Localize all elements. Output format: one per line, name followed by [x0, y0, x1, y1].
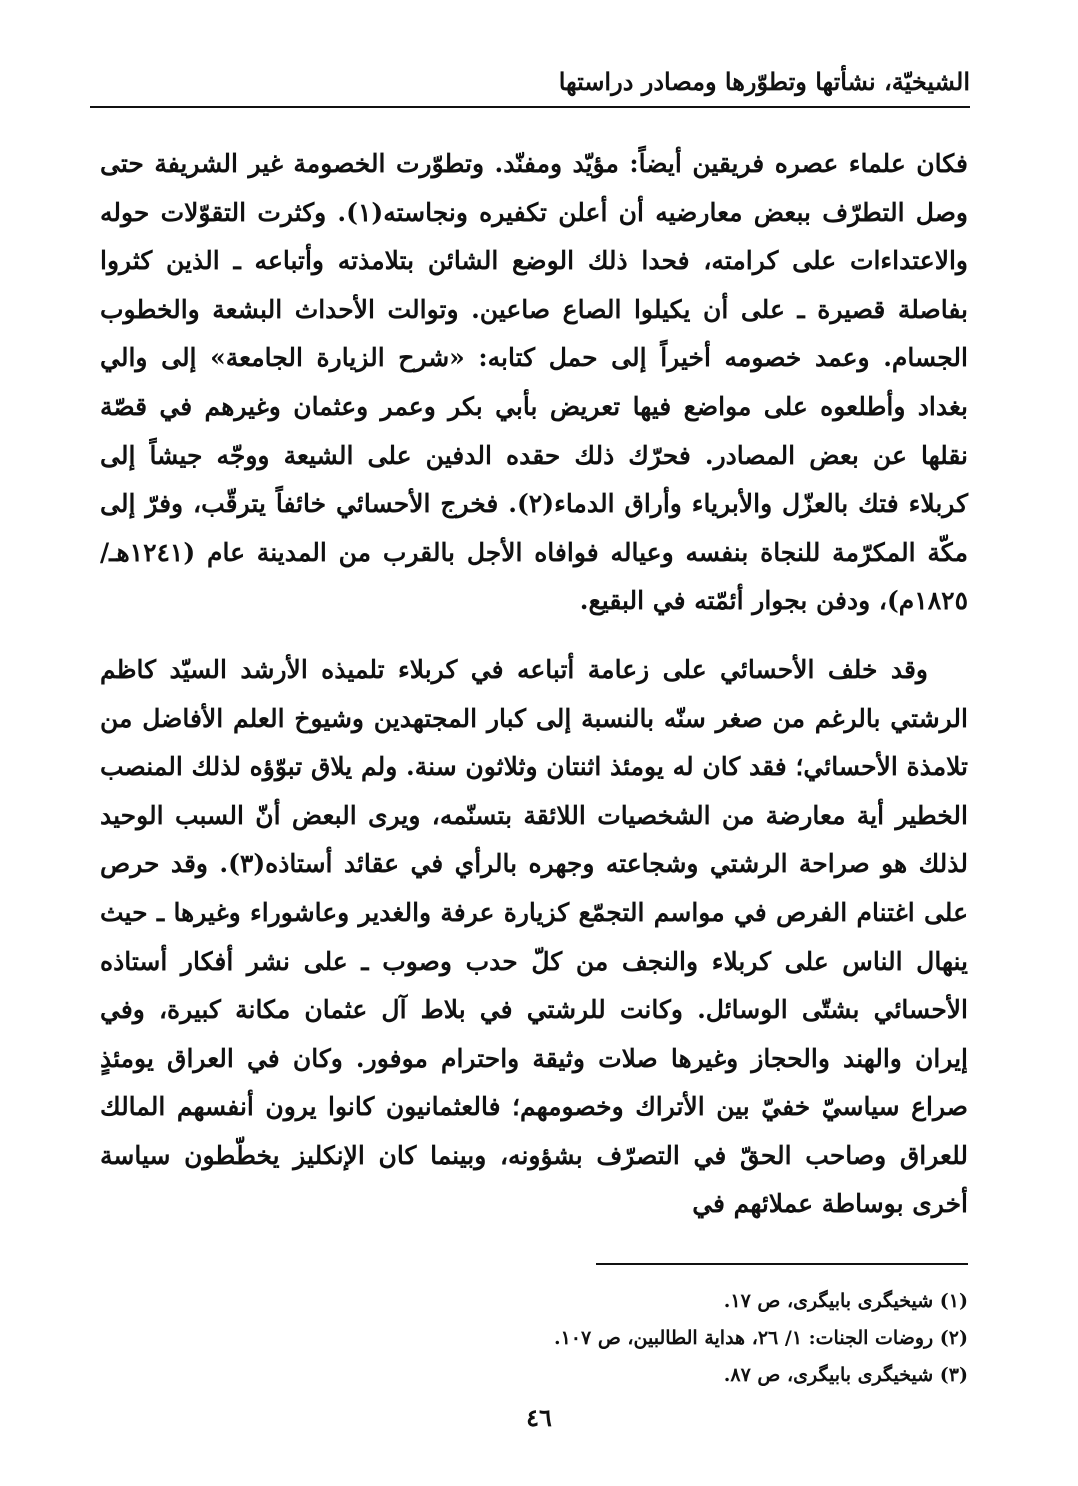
running-head-title: الشيخيّة، نشأتها وتطوّرها ومصادر دراستها — [558, 67, 970, 96]
footnote-3: (٣) شيخيگرى بابيگرى، ص ٨٧. — [723, 1364, 968, 1386]
paragraph-1: فكان علماء عصره فريقين أيضاً: مؤيّد ومفنّد. وتطوّرت الخصومة غير الشريفة حتى وصل التطرّف ببعض معارضيه أن أعلن تكفيره ونجاسته(١). وكثرت التقوّلات حوله والاعتداءات على كرامته، فحدا ذلك الوضع الشائن بتلامذته وأتباعه ـ الذين كثروا بفاصلة قصيرة ـ على أن يكيلوا الصاع صاعين. وتوالت الأحداث البشعة والخطوب الجسام. وعمد خصومه أخيراً إلى حمل كتابه: «شرح الزيارة الجامعة» إلى والي بغداد وأطلعوه على مواضع فيها تعريض بأبي بكر وعمر وعثمان وغيرهم في قصّة نقلها عن بعض المصادر. فحرّك ذلك حقده الدفين على الشيعة ووجّه جيشاً إلى كربلاء فتك بالعزّل والأبرياء وأراق الدماء(٢). فخرج الأحسائي خائفاً يترقّب، وفرّ إلى مكّة المكرّمة للنجاة بنفسه وعياله فوافاه الأجل بالقرب من المدينة عام (١٢٤١هـ/ ١٨٢٥م)، ودفن بجوار أئمّته في البقيع. — [100, 149, 969, 616]
main-text — [100, 140, 968, 1229]
footnote-separator — [596, 1263, 968, 1265]
footnote-2: (٢) روضات الجنات: ١/ ٢٦، هداية الطالبين، ص ١٠٧. — [553, 1327, 968, 1349]
paragraph-2: وقد خلف الأحسائي على زعامة أتباعه في كربلاء تلميذه الأرشد السيّد كاظم الرشتي بالرغم من صغر سنّه بالنسبة إلى كبار المجتهدين وشيوخ العلم الأفاضل من تلامذة الأحسائي؛ فقد كان له يومئذ اثنتان وثلاثون سنة. ولم يلاق تبوّؤه لذلك المنصب الخطير أية معارضة من الشخصيات اللائقة بتسنّمه، ويرى البعض أنّ السبب الوحيد لذلك هو صراحة الرشتي وشجاعته وجهره بالرأي في عقائد أستاذه(٣). وقد حرص على اغتنام الفرص في مواسم التجمّع كزيارة عرفة والغدير وعاشوراء وغيرها ـ حيث ينهال الناس على كربلاء والنجف من كلّ حدب وصوب ـ على نشر أفكار أستاذه الأحسائي بشتّى الوسائل. وكانت للرشتي في بلاط آل عثمان مكانة كبيرة، وفي إيران والهند والحجاز وغيرها صلات وثيقة واحترام موفور. وكان في العراق يومئذٍ صراع سياسيّ خفيّ بين الأتراك وخصومهم؛ فالعثمانيون كانوا يرون أنفسهم المالك للعراق وصاحب الحقّ في التصرّف بشؤونه، وبينما كان الإنكليز يخطّطون سياسة أخرى بوساطة عملائهم في — [100, 654, 968, 1219]
header-rule — [90, 106, 970, 108]
page-number: ٤٦ — [526, 1403, 552, 1432]
footnotes — [100, 1283, 968, 1394]
footnote-1: (١) شيخيگرى بابيگرى، ص ١٧. — [723, 1290, 968, 1312]
